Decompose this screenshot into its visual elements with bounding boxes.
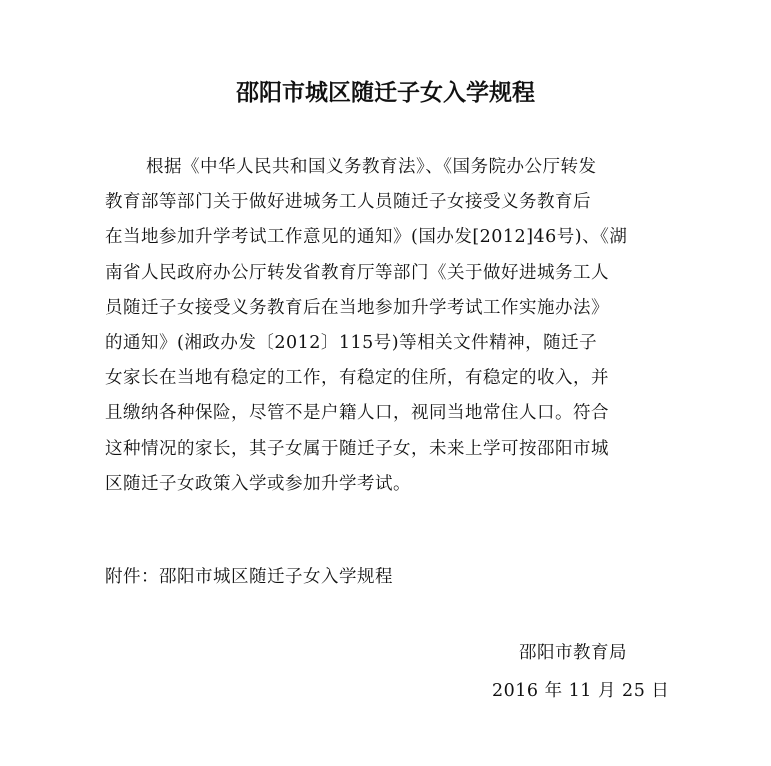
body-line: 女家长在当地有稳定的工作，有稳定的住所，有稳定的收入，并 xyxy=(105,368,609,389)
body-line: 员随迁子女接受义务教育后在当地参加升学考试工作实施办法》 xyxy=(105,297,609,318)
issuer-signature: 邵阳市教育局 xyxy=(519,643,627,663)
body-line: 的通知》(湘政办发〔2012〕115号)等相关文件精神，随迁子 xyxy=(105,333,598,354)
body-line: 区随迁子女政策入学或参加升学考试。 xyxy=(105,473,411,494)
issue-date: 2016 年 11 月 25 日 xyxy=(492,681,670,701)
body-line: 根据《中华人民共和国义务教育法》、《国务院办公厅转发 xyxy=(146,157,597,177)
body-paragraph xyxy=(105,150,661,502)
body-line: 南省人民政府办公厅转发省教育厅等部门《关于做好进城务工人 xyxy=(105,262,609,283)
body-line: 且缴纳各种保险，尽管不是户籍人口，视同当地常住人口。符合 xyxy=(105,403,609,424)
body-line: 在当地参加升学考试工作意见的通知》(国办发[2012]46号)、《湖 xyxy=(105,227,628,248)
attachment-note: 附件：邵阳市城区随迁子女入学规程 xyxy=(105,567,393,587)
document-title: 邵阳市城区随迁子女入学规程 xyxy=(236,80,535,106)
body-line: 教育部等部门关于做好进城务工人员随迁子女接受义务教育后 xyxy=(105,192,591,213)
body-line: 这种情况的家长，其子女属于随迁子女，未来上学可按邵阳市城 xyxy=(105,438,609,459)
